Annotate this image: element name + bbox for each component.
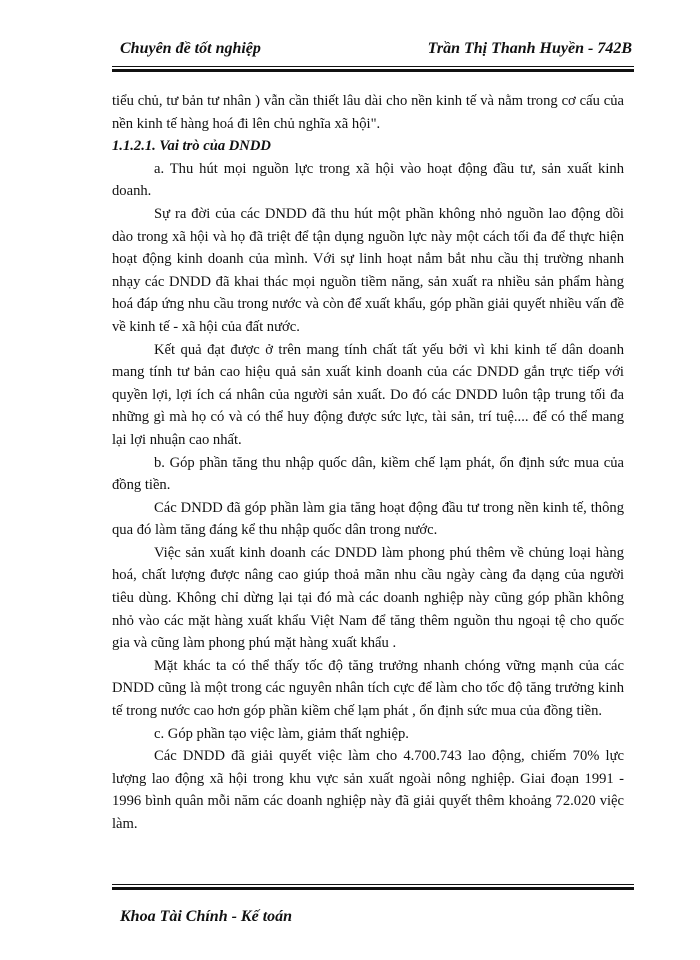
subheading-b: b. Góp phần tăng thu nhập quốc dân, kiềm chế lạm phát, ổn định sức mua của đồng tiền. [112,454,624,494]
footer-department: Khoa Tài Chính - Kế toán [120,908,293,925]
paragraph: Các DNDD đã giải quyết việc làm cho 4.700.743 lao động, chiếm 70% lực lượng lao động xã hội trong khu vực sản xuất ngoài nông nghiệp. Giai đoạn 1991 - 1996 bình quân mỗi năm các doanh nghiệp này đã giải quyết thêm khoảng 72.020 việc làm. [112,748,624,832]
page-body [112,90,624,836]
footer-rule-thick [112,887,634,890]
subheading-a: a. Thu hút mọi nguồn lực trong xã hội vào hoạt động đầu tư, sản xuất kinh doanh. [112,160,624,200]
page-header [112,8,634,58]
page-footer [112,884,634,944]
paragraph: Kết quả đạt được ở trên mang tính chất tất yếu bởi vì khi kinh tế dân doanh mang tính tư bản cao hiệu quả sản xuất kinh doanh của các DNDD gắn trực tiếp với quyền lợi, lợi ích cá nhân của người sản xuất. Do đó các DNDD luôn tập trung tối đa những gì mà họ có và có thể huy động được sức lực, tài sản, trí tuệ.... để có thể mang lại lợi nhuận cao nhất. [112,341,624,448]
paragraph: Mặt khác ta có thể thấy tốc độ tăng trưởng nhanh chóng vững mạnh của các DNDD cũng là một trong các nguyên nhân tích cực để làm cho tốc độ tăng trưởng kinh tế trong nước cao hơn góp phần kiềm chế lạm phát , ổn định sức mua của đồng tiền. [112,657,624,720]
paragraph: Việc sản xuất kinh doanh các DNDD làm phong phú thêm về chủng loại hàng hoá, chất lượng được nâng cao giúp thoả mãn nhu cầu ngày càng đa dạng của người tiêu dùng. Không chỉ dừng lại tại đó mà các doanh nghiệp này cũng góp phần không nhỏ vào các mặt hàng xuất khẩu Việt Nam để tăng thêm nguồn thu ngoại tệ cho quốc gia và cũng làm phong phú mặt hàng xuất khẩu . [112,544,624,652]
header-document-type: Chuyên đề tốt nghiệp [120,40,261,57]
subheading-c: c. Góp phần tạo việc làm, giảm thất nghiệp. [154,725,409,742]
header-author: Trần Thị Thanh Huyền - 742B [427,40,632,57]
paragraph: Các DNDD đã góp phần làm gia tăng hoạt động đầu tư trong nền kinh tế, thông qua đó làm tăng đáng kể thu nhập quốc dân trong nước. [112,499,624,539]
header-rule-thick [112,69,634,72]
section-heading: 1.1.2.1. Vai trò của DNDD [112,138,271,155]
paragraph: Sự ra đời của các DNDD đã thu hút một phần không nhỏ nguồn lao động dồi dào trong xã hội và họ đã triệt để tận dụng nguồn lực này một cách tối đa để thực hiện hoạt động kinh doanh của mình. Với sự linh hoạt nắm bắt nhu cầu thị trường nhanh nhạy các DNDD đã khai thác mọi nguồn tiềm năng, sản xuất ra nhiều sản phẩm hàng hoá đáp ứng nhu cầu trong nước và còn để xuất khẩu, góp phần giải quyết nhiều vấn đề về kinh tế - xã hội của đất nước. [112,205,624,335]
paragraph-continuation: tiểu chủ, tư bản tư nhân ) vẫn cần thiết lâu dài cho nền kinh tế và nằm trong cơ cấu của nền kinh tế hàng hoá đi lên chủ nghĩa xã hội". [112,93,624,132]
header-rule-thin [112,66,634,67]
footer-rule-thin [112,884,634,885]
